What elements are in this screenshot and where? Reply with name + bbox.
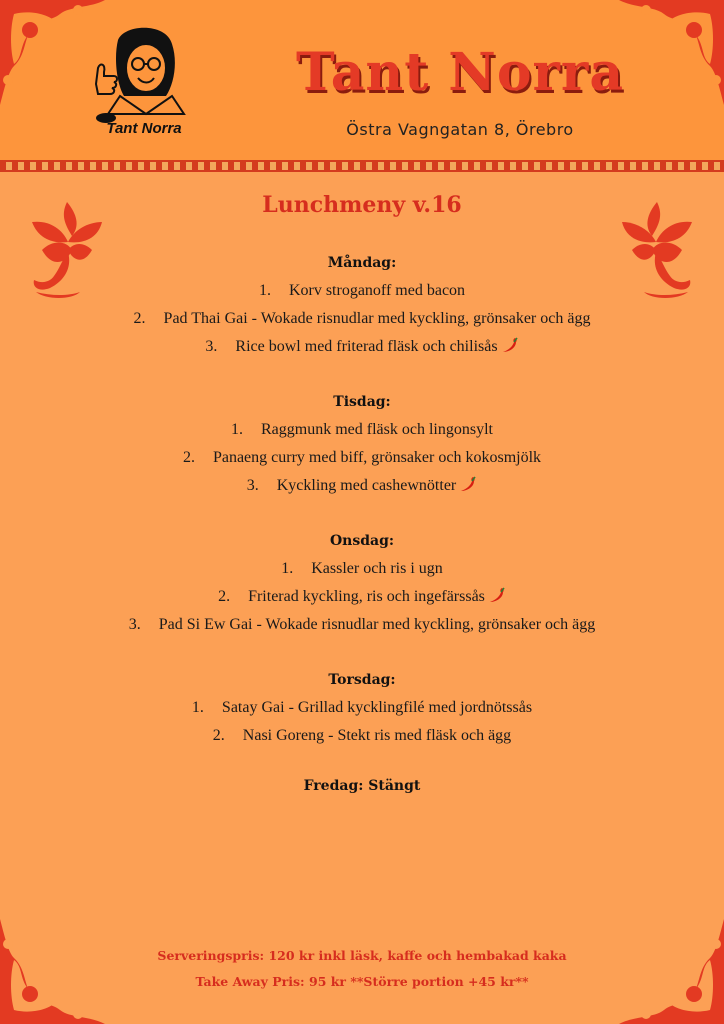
day-name: Onsdag: bbox=[329, 533, 395, 549]
day-name: Måndag: bbox=[327, 255, 397, 271]
menu-item: 1. Korv stroganoff med bacon bbox=[258, 282, 466, 299]
menu-item: 3. Rice bowl med friterad fläsk och chilisås bbox=[0, 333, 724, 361]
menu-item: 3. Kyckling med cashewnötter bbox=[0, 472, 724, 500]
menu-title: Lunchmeny v.16 bbox=[262, 192, 462, 218]
menu-item: 2. Pad Thai Gai - Wokade risnudlar med kyckling, grönsaker och ägg bbox=[133, 310, 591, 327]
day-section-tuesday bbox=[0, 388, 724, 500]
day-name: Tisdag: bbox=[333, 394, 391, 410]
day-name: Torsdag: bbox=[328, 672, 396, 688]
day-section-thursday bbox=[0, 666, 724, 750]
serving-price: Serveringspris: 120 kr inkl läsk, kaffe och hembakad kaka bbox=[157, 948, 567, 963]
menu-item: 1. Raggmunk med fläsk och lingonsylt bbox=[231, 421, 493, 438]
corner-ornament-icon bbox=[0, 914, 110, 1024]
menu-item: 2. Panaeng curry med biff, grönsaker och kokosmjölk bbox=[182, 449, 542, 466]
friday-closed-notice: Fredag: Stängt bbox=[303, 778, 421, 794]
chili-pepper-icon bbox=[501, 336, 519, 354]
restaurant-address: Östra Vagngatan 8, Örebro bbox=[346, 120, 574, 139]
menu-item: 3. Pad Si Ew Gai - Wokade risnudlar med kyckling, grönsaker och ägg bbox=[128, 616, 596, 633]
menu-item: 2. Friterad kyckling, ris och ingefärssås bbox=[0, 583, 724, 611]
chili-pepper-icon bbox=[488, 586, 506, 604]
menu-item: 2. Nasi Goreng - Stekt ris med fläsk och ägg bbox=[212, 727, 512, 744]
ornamental-border bbox=[0, 160, 724, 172]
takeaway-price: Take Away Pris: 95 kr **Större portion +45 kr** bbox=[195, 974, 529, 989]
menu-item: 1. Kassler och ris i ugn bbox=[281, 560, 443, 577]
logo-wordmark: Tant Norra bbox=[106, 120, 182, 137]
restaurant-name: Tant Norra bbox=[295, 42, 625, 103]
corner-ornament-icon bbox=[614, 914, 724, 1024]
menu-item: 1. Satay Gai - Grillad kycklingfilé med jordnötssås bbox=[191, 699, 533, 716]
day-section-wednesday bbox=[0, 527, 724, 639]
chili-pepper-icon bbox=[459, 475, 477, 493]
day-section-monday bbox=[0, 249, 724, 361]
